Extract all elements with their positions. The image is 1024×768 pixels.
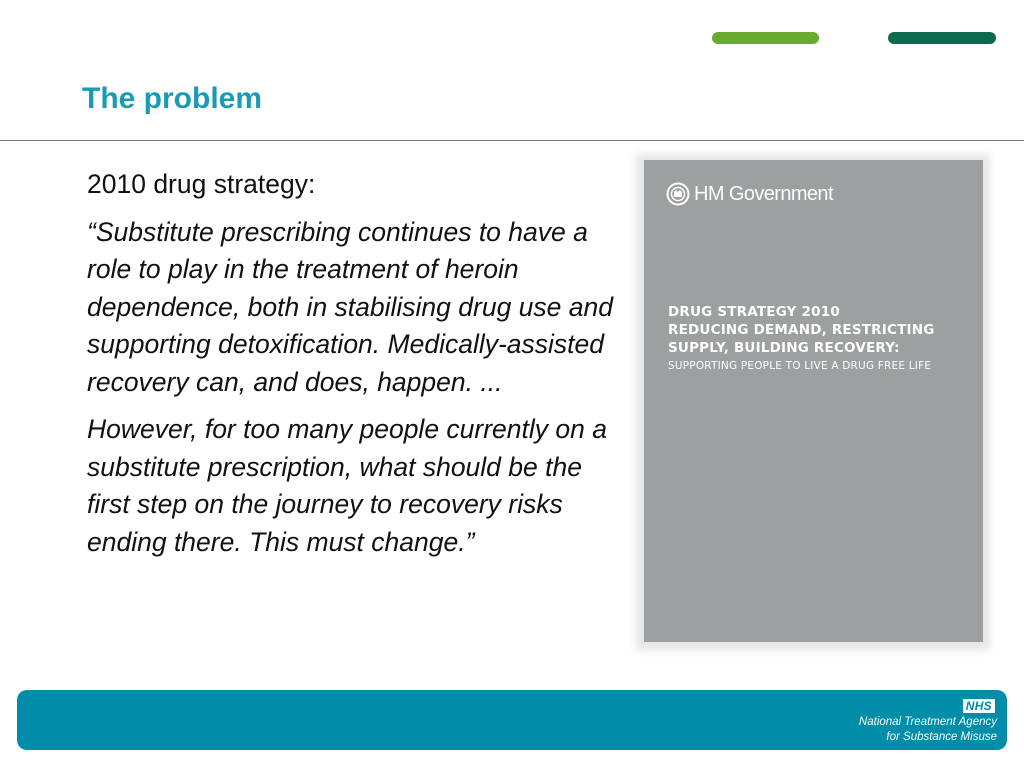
quote-paragraph-1: “Substitute prescribing continues to have a role to play in the treatment of heroin dependence, both in stabilising drug use and supporting detoxification. Medically-assisted recovery can, and does, happen. ... [87, 216, 613, 397]
cover-heading [668, 303, 968, 357]
cover-heading-line-1: DRUG STRATEGY 2010 [668, 304, 840, 320]
accent-bar-dark-green [888, 32, 996, 44]
quote-paragraph-2: However, for too many people currently on a substitute prescription, what should be the first step on the journey to recovery risks ending there. This must change.” [87, 414, 607, 557]
nhs-logo: NHS [963, 699, 995, 713]
accent-bar-green [712, 32, 819, 44]
drug-strategy-cover-image [644, 160, 983, 642]
intro-text: 2010 drug strategy: [87, 169, 316, 199]
title-divider [0, 140, 1024, 141]
slide-body [87, 166, 627, 571]
brand-text: HM Government [694, 182, 833, 205]
footer-bar [17, 690, 1007, 750]
org-name-line-1: National Treatment Agency [858, 716, 997, 728]
cover-heading-line-2: REDUCING DEMAND, RESTRICTING [668, 322, 935, 338]
slide-title: The problem [82, 82, 263, 115]
org-name-line-2: for Substance Misuse [886, 730, 997, 743]
hm-government-brand [666, 182, 833, 206]
cover-heading-line-3: SUPPLY, BUILDING RECOVERY: [668, 340, 900, 356]
cover-subheading: SUPPORTING PEOPLE TO LIVE A DRUG FREE LIFE [668, 360, 932, 372]
royal-crest-icon [666, 182, 690, 206]
organisation-name [859, 715, 997, 744]
